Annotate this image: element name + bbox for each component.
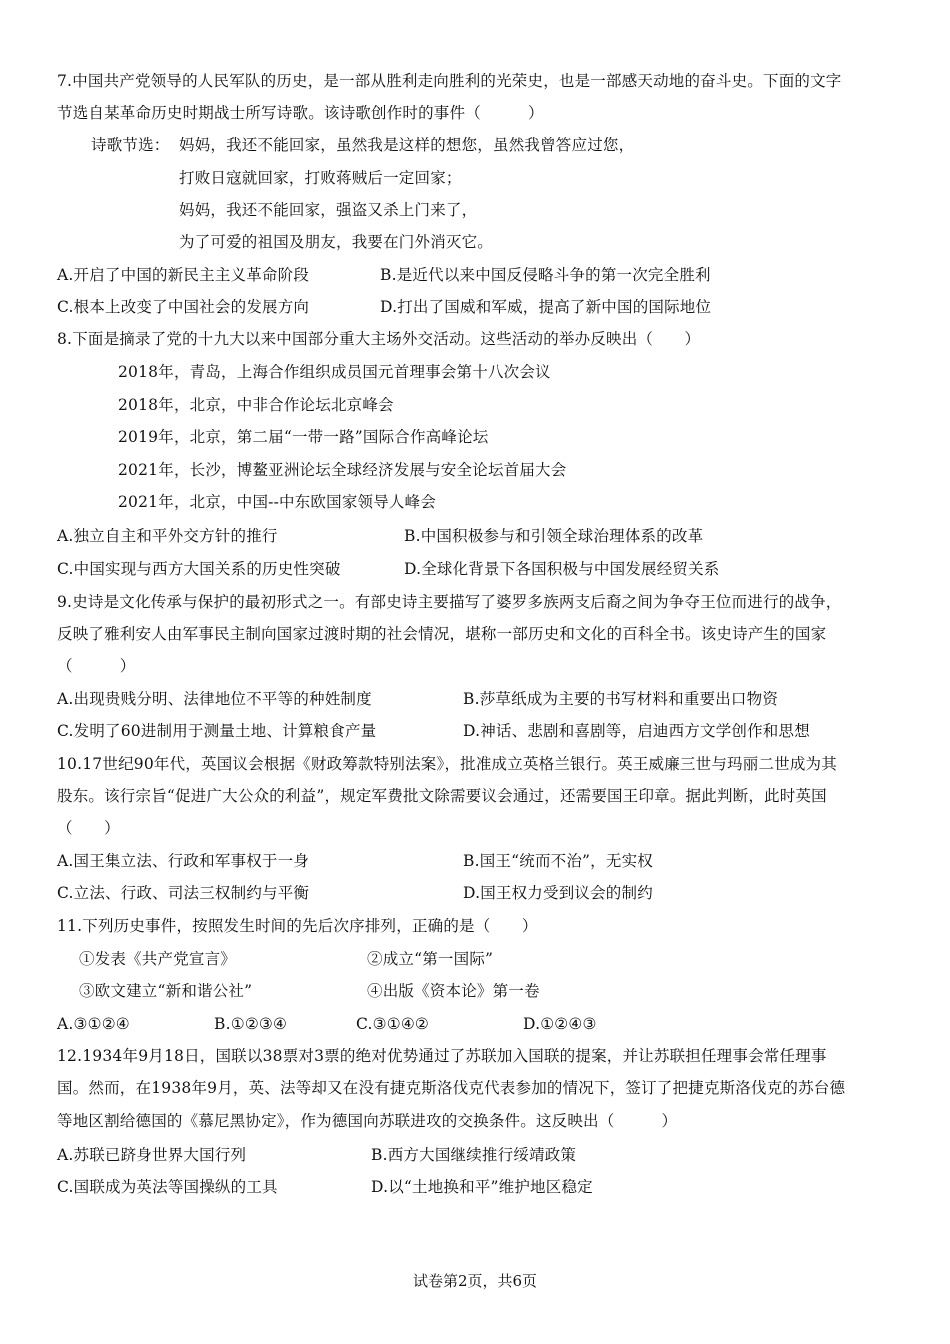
q10-option-d: D.国王权力受到议会的制约 bbox=[463, 884, 653, 902]
q11-item-4: ④出版《资本论》第一卷 bbox=[367, 982, 540, 1000]
q8-stem: 8.下面是摘录了党的十九大以来中国部分重大主场外交活动。这些活动的举办反映出（ ） bbox=[57, 330, 701, 348]
q7-poem-line1: 妈妈，我还不能回家，虽然我是这样的想您，虽然我曾答应过您， bbox=[179, 136, 635, 154]
q9-stem-line1: 9.史诗是文化传承与保护的最初形式之一。有部史诗主要描写了婆罗多族两支后裔之间为争夺王位而进行的战争， bbox=[57, 593, 842, 611]
q9-option-c: C.发明了60进制用于测量土地、计算粮食产量 bbox=[57, 722, 377, 740]
q8-option-c: C.中国实现与西方大国关系的历史性突破 bbox=[57, 560, 341, 578]
q12-option-a: A.苏联已跻身世界大国行列 bbox=[57, 1146, 247, 1164]
q7-option-a: A.开启了中国的新民主主义革命阶段 bbox=[57, 266, 310, 284]
q7-poem-label: 诗歌节选： bbox=[91, 136, 170, 154]
q8-option-a: A.独立自主和平外交方针的推行 bbox=[57, 527, 278, 545]
q10-stem-line1: 10.17世纪90年代，英国议会根据《财政筹款特别法案》，批准成立英格兰银行。英王威廉三世与玛丽二世成为其 bbox=[57, 755, 837, 773]
q12-stem-line2: 国。然而，在1938年9月，英、法等却又在没有捷克斯洛伐克代表参加的情况下，签订了把捷克斯洛伐克的苏台德 bbox=[57, 1079, 846, 1097]
q9-option-b: B.莎草纸成为主要的书写材料和重要出口物资 bbox=[463, 690, 779, 708]
q11-stem: 11.下列历史事件，按照发生时间的先后次序排列，正确的是（ ） bbox=[57, 917, 538, 935]
q11-item-3: ③欧文建立“新和谐公社” bbox=[79, 982, 253, 1000]
q11-option-c: C.③①④② bbox=[356, 1015, 430, 1033]
q8-option-d: D.全球化背景下各国积极与中国发展经贸关系 bbox=[404, 560, 720, 578]
q7-stem-line2: 节选自某革命历史时期战士所写诗歌。该诗歌创作时的事件（ ） bbox=[57, 104, 544, 122]
q8-event-4: 2021年，长沙，博鳌亚洲论坛全球经济发展与安全论坛首届大会 bbox=[118, 461, 567, 479]
q11-item-1: ①发表《共产党宣言》 bbox=[79, 950, 237, 968]
q12-stem-line1: 12.1934年9月18日，国联以38票对3票的绝对优势通过了苏联加入国联的提案，并让苏联担任理事会常任理事 bbox=[57, 1047, 827, 1065]
q12-option-c: C.国联成为英法等国操纵的工具 bbox=[57, 1178, 278, 1196]
q10-stem-line3: （ ） bbox=[57, 819, 120, 837]
q11-item-2: ②成立“第一国际” bbox=[367, 950, 494, 968]
q9-option-a: A.出现贵贱分明、法律地位不平等的种姓制度 bbox=[57, 690, 372, 708]
q11-option-a: A.③①②④ bbox=[57, 1015, 130, 1033]
q10-option-a: A.国王集立法、行政和军事权于一身 bbox=[57, 852, 310, 870]
q7-option-d: D.打出了国威和军威，提高了新中国的国际地位 bbox=[380, 298, 712, 316]
q7-poem-line2: 打败日寇就回家，打败蒋贼后一定回家； bbox=[179, 169, 462, 187]
q7-poem-line3: 妈妈，我还不能回家，强盗又杀上门来了， bbox=[179, 201, 478, 219]
q8-event-1: 2018年，青岛，上海合作组织成员国元首理事会第十八次会议 bbox=[118, 363, 551, 381]
q10-option-b: B.国王“统而不治”，无实权 bbox=[463, 852, 653, 870]
page-footer: 试卷第2页，共6页 bbox=[412, 1272, 538, 1290]
q12-stem-line3: 等地区割给德国的《慕尼黑协定》，作为德国向苏联进攻的交换条件。这反映出（ ） bbox=[57, 1112, 678, 1130]
q10-stem-line2: 股东。该行宗旨“促进广大公众的利益”，规定军费批文除需要议会通过，还需要国王印章。据此判断，此时英国 bbox=[57, 787, 827, 805]
q11-option-d: D.①②④③ bbox=[523, 1015, 597, 1033]
q7-option-b: B.是近代以来中国反侵略斗争的第一次完全胜利 bbox=[380, 266, 711, 284]
q7-poem-line4: 为了可爱的祖国及朋友，我要在门外消灭它。 bbox=[179, 233, 494, 251]
q8-event-5: 2021年，北京，中国--中东欧国家领导人峰会 bbox=[118, 493, 437, 511]
q9-option-d: D.神话、悲剧和喜剧等，启迪西方文学创作和思想 bbox=[463, 722, 810, 740]
q7-option-c: C.根本上改变了中国社会的发展方向 bbox=[57, 298, 310, 316]
q10-option-c: C.立法、行政、司法三权制约与平衡 bbox=[57, 884, 310, 902]
q12-option-d: D.以“土地换和平”维护地区稳定 bbox=[371, 1178, 593, 1196]
q11-option-b: B.①②③④ bbox=[214, 1015, 288, 1033]
q9-stem-line3: （ ） bbox=[57, 657, 136, 675]
q8-event-3: 2019年，北京，第二届“一带一路”国际合作高峰论坛 bbox=[118, 428, 489, 446]
q8-event-2: 2018年，北京，中非合作论坛北京峰会 bbox=[118, 396, 394, 414]
q7-stem-line1: 7.中国共产党领导的人民军队的历史，是一部从胜利走向胜利的光荣史，也是一部感天动地的奋斗史。下面的文字 bbox=[57, 72, 842, 90]
q12-option-b: B.西方大国继续推行绥靖政策 bbox=[371, 1146, 577, 1164]
q8-option-b: B.中国积极参与和引领全球治理体系的改革 bbox=[404, 527, 704, 545]
q9-stem-line2: 反映了雅利安人由军事民主制向国家过渡时期的社会情况，堪称一部历史和文化的百科全书。该史诗产生的国家 bbox=[57, 625, 827, 643]
